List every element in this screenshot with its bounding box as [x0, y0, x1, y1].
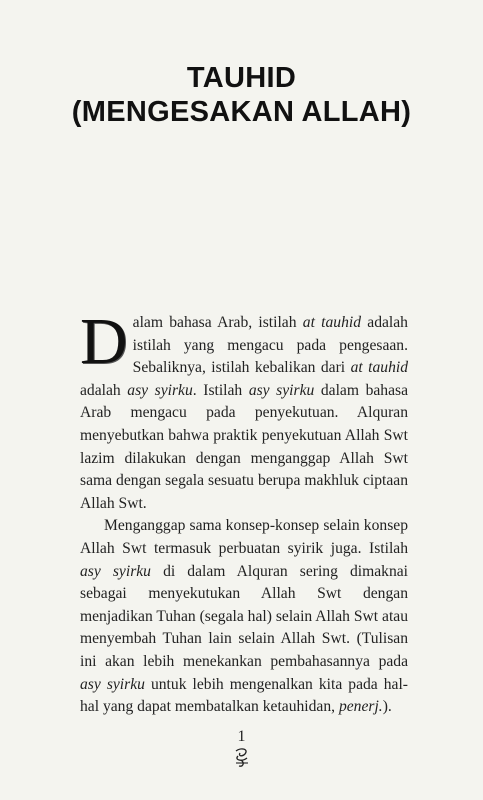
paragraph-2-text: di dalam Alquran sering dimaknai sebagai menyekutukan Allah Swt dengan menjadikan Tuhan (segala hal) selain Allah Swt atau menyembah Tuhan lain selain Allah Swt. (Tulisan ini akan lebih menekankan pembahasannya pada: [80, 562, 408, 670]
italic-term: asy syirku: [248, 381, 315, 399]
paragraph-1-text: adalah: [80, 381, 128, 399]
paragraph-1: [80, 305, 408, 515]
paragraph-1-text: alam bahasa Arab, istilah: [132, 314, 303, 331]
drop-cap: D: [80, 305, 128, 378]
paragraph-1-text: dalam bahasa Arab mengacu pada penyekutuan. Alquran menyebutkan bahwa praktik penyekutuan Allah Swt lazim dilakukan dengan menganggap Allah Swt sama dengan segala sesuatu berupa makhluk ciptaan Allah Swt.: [80, 381, 408, 512]
flourish-ornament-icon: [227, 745, 257, 769]
italic-term: at tauhid: [302, 314, 362, 331]
paragraph-1-text: adalah istilah yang mengacu pada pengesaan. Sebaliknya, istilah kebalikan dari: [132, 314, 408, 377]
page-number: 1: [237, 728, 246, 745]
chapter-body: [80, 305, 408, 719]
italic-term: asy syirku: [80, 675, 145, 693]
paragraph-2: [80, 515, 408, 718]
paragraph-1-text: . Istilah: [192, 381, 249, 399]
chapter-title-line-1: TAUHID: [186, 62, 297, 94]
italic-term: at tauhid: [350, 359, 408, 377]
italic-term: penerj.: [338, 698, 383, 716]
paragraph-2-text: Menganggap sama konsep-konsep selain konsep Allah Swt termasuk perbuatan syirik juga. Istilah: [80, 517, 408, 557]
italic-term: asy syirku: [127, 381, 193, 399]
paragraph-2-text: untuk lebih mengenalkan kita pada hal-hal yang dapat membatalkan ketauhidan,: [80, 675, 408, 716]
paragraph-2-text: ).: [382, 698, 392, 716]
chapter-title-line-2: (MENGESAKAN ALLAH): [71, 96, 412, 128]
italic-term: asy syirku: [80, 562, 151, 580]
